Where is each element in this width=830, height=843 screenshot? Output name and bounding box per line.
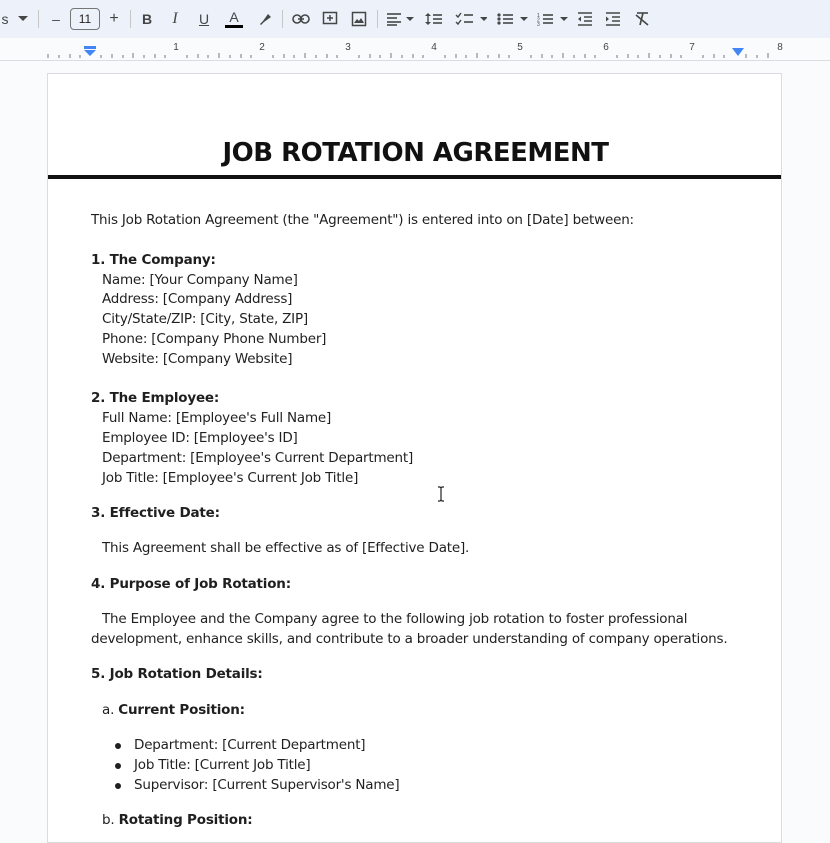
document-title: JOB ROTATION AGREEMENT [222, 138, 609, 168]
ruler-mark: 3 [345, 42, 351, 53]
highlighter-icon [257, 11, 273, 27]
comment-plus-icon [322, 11, 338, 27]
left-indent-marker-icon[interactable] [84, 46, 96, 56]
current-position-prefix: a. [102, 702, 115, 718]
font-name-label: s [1, 11, 9, 27]
decrease-indent-button[interactable] [574, 6, 596, 32]
company-website-line: Website: [Company Website] [102, 351, 293, 367]
current-job-title-item: Job Title: [Current Job Title] [134, 757, 311, 773]
current-department-item: Department: [Current Department] [134, 737, 366, 753]
document-page[interactable] [47, 73, 782, 843]
plus-label: + [109, 10, 119, 27]
numbered-list-icon [537, 12, 569, 26]
employee-id-line: Employee ID: [Employee's ID] [102, 430, 298, 446]
details-heading: 5. Job Rotation Details: [91, 666, 263, 682]
clear-formatting-button[interactable] [631, 6, 653, 32]
right-indent-marker-icon[interactable] [732, 48, 744, 56]
toolbar-divider [282, 10, 283, 28]
align-left-icon [386, 12, 414, 26]
employee-job-title-line: Job Title: [Employee's Current Job Title] [102, 470, 359, 486]
rotating-position-prefix: b. [102, 812, 115, 828]
toolbar-divider [377, 10, 378, 28]
current-position-title: Current Position: [118, 702, 245, 718]
decrease-font-size-button[interactable] [46, 6, 66, 32]
purpose-text-line-1: The Employee and the Company agree to the following job rotation to foster professional [102, 611, 688, 627]
text-color-icon: A [229, 8, 239, 25]
link-icon [292, 13, 310, 25]
ruler-mark: 8 [777, 42, 783, 53]
font-name-dropdown[interactable] [0, 6, 10, 32]
increase-indent-button[interactable] [602, 6, 624, 32]
decrease-indent-icon [577, 12, 593, 26]
increase-font-size-button[interactable] [104, 6, 124, 32]
company-name-line: Name: [Your Company Name] [102, 272, 298, 288]
ruler-mark: 1 [173, 42, 179, 53]
employee-heading: 2. The Employee: [91, 390, 220, 406]
text-cursor-icon [437, 486, 445, 502]
font-name-chevron-icon[interactable] [16, 6, 30, 32]
ruler-mark: 5 [517, 42, 523, 53]
underline-icon: U [198, 11, 210, 27]
ruler-ticks [0, 38, 830, 60]
font-size-value: 11 [78, 12, 92, 26]
text-color-bar [225, 25, 243, 28]
rotating-position-title: Rotating Position: [118, 812, 253, 828]
ruler-mark: 2 [259, 42, 265, 53]
insert-image-button[interactable] [348, 6, 370, 32]
bold-icon: B [141, 11, 153, 27]
rotating-position-label [102, 812, 252, 828]
effective-date-text: This Agreement shall be effective as of [Effective Date]. [102, 540, 470, 556]
svg-text:2: 2 [537, 17, 540, 24]
toolbar-divider [130, 10, 131, 28]
highlight-color-button[interactable] [254, 6, 276, 32]
increase-indent-icon [605, 12, 621, 26]
svg-text:1: 1 [537, 13, 540, 19]
current-position-label [102, 702, 245, 718]
clear-formatting-icon [634, 12, 650, 26]
current-supervisor-item: Supervisor: [Current Supervisor's Name] [134, 777, 400, 793]
ruler-mark: 7 [689, 42, 695, 53]
employee-department-line: Department: [Employee's Current Department] [102, 450, 414, 466]
title-underline-rule [48, 175, 781, 179]
svg-text:3: 3 [537, 22, 540, 26]
line-spacing-icon [425, 12, 443, 26]
employee-name-line: Full Name: [Employee's Full Name] [102, 410, 332, 426]
bullet-icon [115, 783, 121, 789]
intro-paragraph: This Job Rotation Agreement (the "Agreement") is entered into on [Date] between: [91, 212, 634, 228]
ruler-mark: 4 [431, 42, 437, 53]
underline-button[interactable] [194, 6, 214, 32]
bold-button[interactable] [137, 6, 157, 32]
numbered-list-dropdown[interactable] [536, 6, 570, 32]
add-comment-button[interactable] [319, 6, 341, 32]
text-color-button[interactable] [223, 6, 245, 32]
formatting-toolbar [0, 0, 830, 38]
font-size-input[interactable] [70, 8, 100, 30]
checklist-dropdown[interactable] [454, 6, 488, 32]
company-city-line: City/State/ZIP: [City, State, ZIP] [102, 311, 308, 327]
bulleted-list-icon [497, 12, 529, 26]
align-dropdown[interactable] [384, 6, 416, 32]
ruler-mark: 6 [603, 42, 609, 53]
bulleted-list-dropdown[interactable] [496, 6, 530, 32]
insert-link-button[interactable] [290, 6, 312, 32]
italic-button[interactable] [165, 6, 185, 32]
image-icon [351, 11, 367, 27]
horizontal-ruler[interactable] [0, 38, 830, 61]
effective-date-heading: 3. Effective Date: [91, 505, 220, 521]
company-phone-line: Phone: [Company Phone Number] [102, 331, 327, 347]
bullet-icon [115, 743, 121, 749]
line-spacing-button[interactable] [423, 6, 445, 32]
purpose-heading: 4. Purpose of Job Rotation: [91, 576, 291, 592]
minus-label: – [52, 11, 60, 27]
checklist-icon [455, 12, 487, 26]
company-heading: 1. The Company: [91, 252, 216, 268]
bullet-icon [115, 763, 121, 769]
company-address-line: Address: [Company Address] [102, 291, 293, 307]
italic-icon: I [172, 10, 178, 27]
toolbar-divider [38, 10, 39, 28]
purpose-text-line-2: development, enhance skills, and contribute to a broader understanding of company operations. [91, 631, 728, 647]
